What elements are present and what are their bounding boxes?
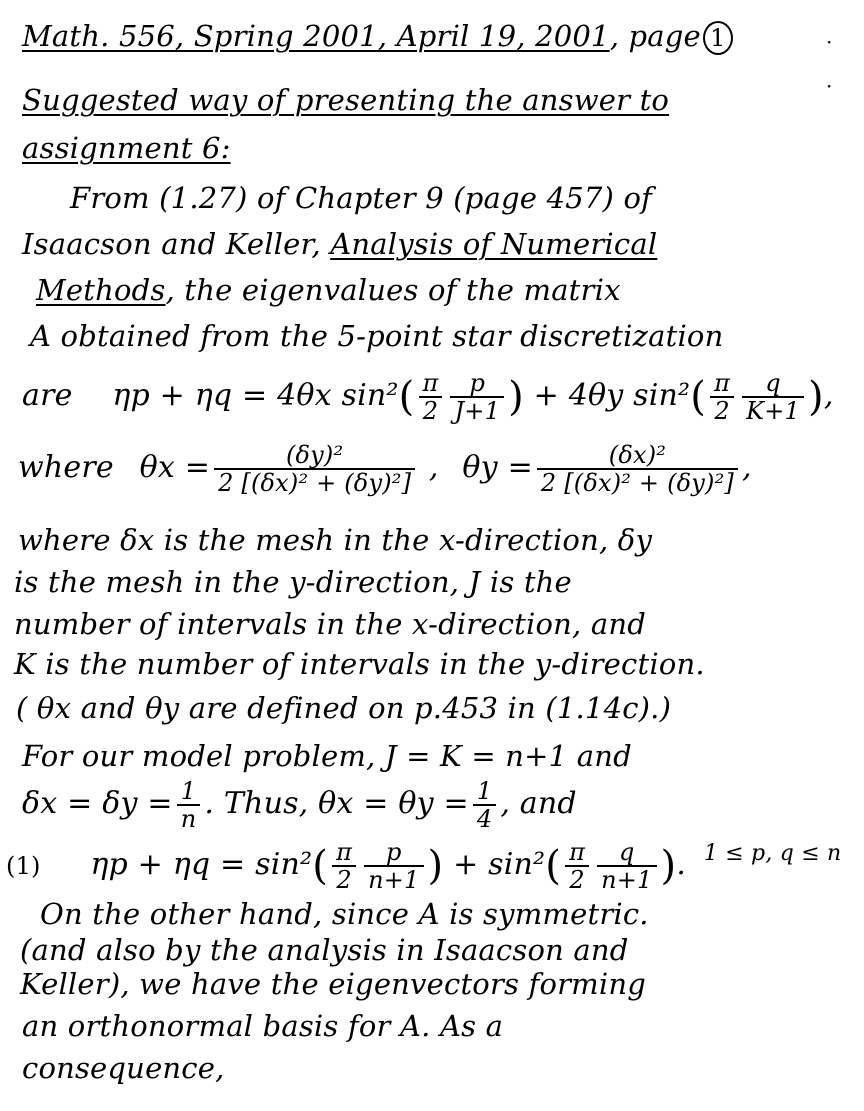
eq3-frac-b: $\frac{p}{n+1}$ [364, 839, 423, 893]
eq1-mid: + 4θy sin² [533, 378, 691, 413]
heading-line-2: assignment 6: [22, 131, 231, 165]
body-line-3 [36, 272, 621, 308]
theta-x-label: θx = [139, 450, 211, 485]
theta-y-label: θy = [462, 450, 533, 485]
eq1-end: , [823, 378, 834, 413]
mesh-eq: δx = δy = [22, 786, 173, 821]
body3-line-5: consequence, [22, 1051, 225, 1085]
body3-line-4: an orthonormal basis for A. As a [22, 1009, 504, 1043]
body-line-2 [22, 226, 657, 262]
quarter-fraction: $\frac{1}{4}$ [473, 778, 496, 832]
body3-line-3: Keller), we have the eigenvectors forming [20, 967, 646, 1001]
equation-1: (1) ηp + ηq = sin²( $\frac{\pi}{2}$ $\frac{p}{n+1}$ ) + sin²( $\frac{\pi}{2}$ $\frac{q}{n+1}$ ). $^{1 \le p, q \le n}$ [6, 838, 842, 894]
header-page-prefix: , page [609, 19, 701, 53]
where-word: where [18, 450, 114, 485]
header-line [22, 18, 733, 55]
theta-sep: , [428, 450, 439, 485]
eq3-frac-d: $\frac{q}{n+1}$ [597, 839, 656, 893]
eq1-frac-c: $\frac{\pi}{2}$ [710, 370, 734, 424]
theta-end: , [742, 450, 752, 485]
eigenvalue-equation: are ηp + ηq = 4θx sin²( $\frac{\pi}{2}$ $\frac{p}{J+1}$ ) + 4θy sin²( $\frac{\pi}{2}$ $\frac{q}{K+1}$ ), [22, 369, 834, 425]
eq3-range: 1 ≤ p, q ≤ n [703, 841, 842, 866]
body2-line-2: is the mesh in the y-direction, J is the [14, 565, 572, 599]
book-title-part-1: Analysis of Numerical [330, 227, 658, 261]
body3-line-2: (and also by the analysis in Isaacson and [20, 933, 629, 967]
body-line-1: From (1.27) of Chapter 9 (page 457) of [70, 181, 653, 215]
eq3-mid: + sin² [453, 847, 546, 882]
theta-y-fraction: $\frac{\text{(δx)²}}{\text{2 [(δx)² + (δy)²]}}$ [537, 442, 738, 496]
eq3-frac-c: $\frac{\pi}{2}$ [565, 839, 589, 893]
eq1-frac-d: $\frac{q}{K+1}$ [742, 370, 804, 424]
body2-line-3: number of intervals in the x-direction, and [14, 607, 647, 641]
eq1-lhs: ηp + ηq = 4θx sin² [112, 378, 399, 413]
eq3-lhs: ηp + ηq = sin² [90, 847, 313, 882]
book-title-part-2: Methods [36, 273, 166, 307]
page-number-circle: 1 [703, 21, 733, 55]
theta-definitions [18, 442, 752, 496]
thus-text: . Thus, θx = θy = [204, 786, 469, 821]
mesh-fraction: $\frac{1}{n}$ [177, 778, 201, 832]
eq1-frac-a: $\frac{\pi}{2}$ [418, 370, 442, 424]
header-title: Math. 556, Spring 2001, April 19, 2001 [22, 19, 610, 53]
body2-line-5: ( θx and θy are defined on p.453 in (1.14c).) [16, 691, 672, 725]
body-line-2-pre: Isaacson and Keller, [22, 227, 331, 261]
body2-line-6: For our model problem, J = K = n+1 and [22, 739, 632, 773]
theta-x-fraction: $\frac{\text{(δy)²}}{\text{2 [(δx)² + (δy)²]}}$ [214, 442, 415, 496]
eq1-frac-b: $\frac{p}{J+1}$ [450, 370, 504, 424]
body3-line-1: On the other hand, since A is symmetric. [40, 897, 649, 931]
body2-line-4: K is the number of intervals in the y-direction. [14, 647, 705, 681]
body2-line-1: where δx is the mesh in the x-direction, δy [18, 523, 653, 557]
margin-dots: · · [826, 30, 833, 98]
model-problem-line [22, 778, 577, 832]
equation-1-label: (1) [6, 852, 41, 880]
eq3-frac-a: $\frac{\pi}{2}$ [332, 839, 356, 893]
eq3-end: . [676, 847, 687, 882]
body-line-3-post: , the eigenvalues of the matrix [165, 273, 621, 307]
body-line-4: A obtained from the 5-point star discretization [30, 319, 724, 353]
and-text: , and [500, 786, 577, 821]
are-word: are [22, 378, 73, 413]
heading-line-1: Suggested way of presenting the answer to [22, 83, 670, 117]
